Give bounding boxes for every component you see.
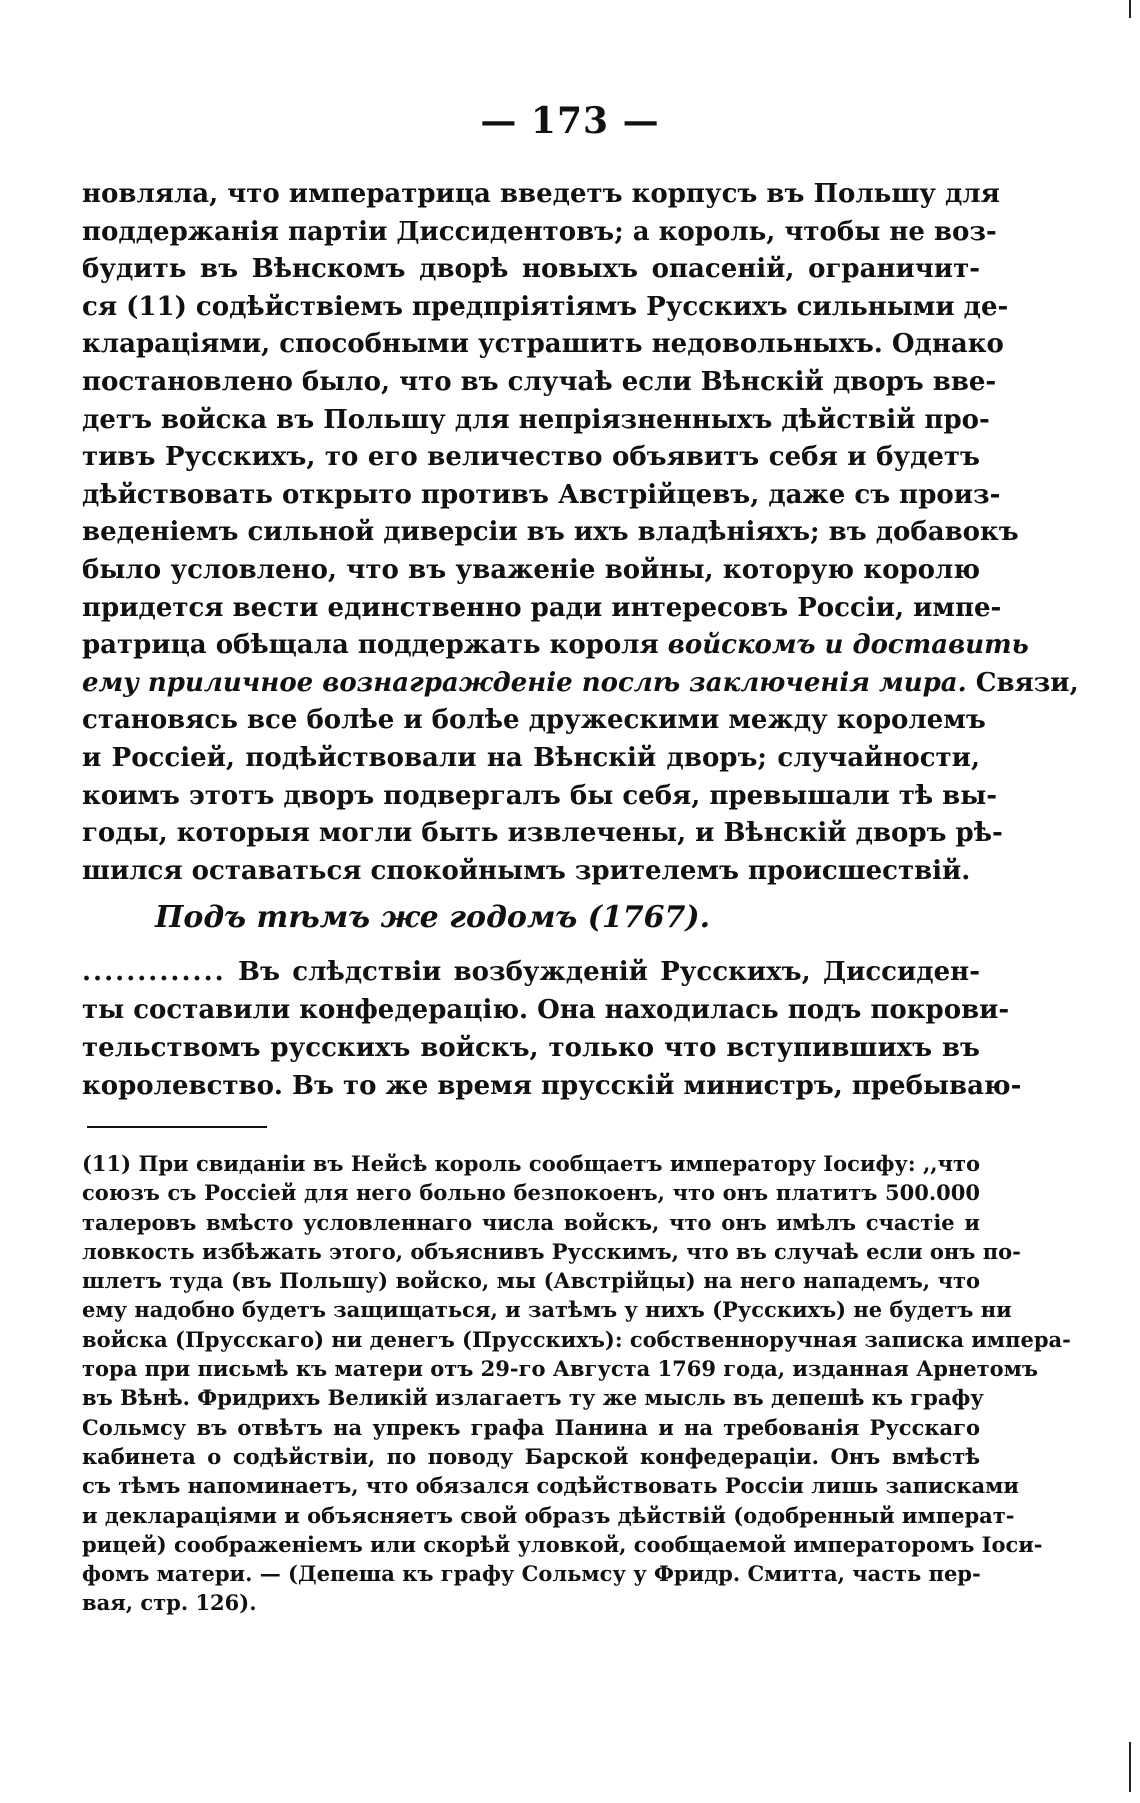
text-line: было условлено, что въ уваженіе войны, которую королю (82, 554, 980, 585)
footnote-line: и декларaціями и объясняетъ свой образъ дѣйствій (одобренный императ- (82, 1502, 1015, 1528)
text-line: ся (11) содѣйствіемъ предпріятіямъ Русскихъ сильными де- (82, 291, 1009, 322)
text-line: королевство. Въ то же время прусскій министръ, пребываю- (82, 1071, 1022, 1101)
page-edge-mark (1129, 0, 1131, 18)
text-line: ты составили конфедерацію. Она находилась подъ покрови- (82, 995, 1010, 1025)
footnote-line: фомъ матери. — (Депеша къ графу Сольмсу у Фридр. Смитта, часть пер- (82, 1561, 981, 1587)
footnote-mark: (11) (82, 1151, 132, 1176)
text-line: поддержанія партіи Диссидентовъ; а король, чтобы не воз- (82, 216, 997, 247)
text-line: будить въ Вѣнскомъ дворѣ новыхъ опасеній, ограничит- (82, 254, 980, 285)
text-segment: Связи, (975, 667, 1079, 698)
footnote-line: войска (Прусскаго) ни денегъ (Прусскихъ): собственноручная записка импера- (82, 1326, 1071, 1352)
text-line: постановлено было, что въ случаѣ если Вѣнскій дворъ вве- (82, 366, 997, 397)
footnote-line: въ Вѣнѣ. Фридрихъ Великій излагаетъ ту же мысль въ депешѣ къ графу (82, 1385, 984, 1411)
footnote-line-first (82, 1149, 980, 1178)
footnote-line: ловкость избѣжать этого, объяснивъ Русскимъ, что въ случаѣ если онъ по- (82, 1238, 1021, 1264)
italic-segment: ему приличное вознагражденіе послѣ заключенія мира. (82, 667, 967, 698)
footnote-line: тора при письмѣ къ матери отъ 29-го Августа 1769 года, изданная Арнетомъ (82, 1356, 1039, 1382)
second-paragraph (82, 953, 1022, 1105)
text-line: тивъ Русскихъ, то его величество объявитъ себя и будетъ (82, 442, 980, 473)
text-line: становясь все болѣе и болѣе дружескими между королемъ (82, 705, 986, 736)
text-segment: Въ слѣдствіи возбужденій Русскихъ, Диссиден- (238, 957, 980, 987)
text-line: дѣйствовать открыто противъ Австрійцевъ, даже съ произ- (82, 479, 1001, 510)
text-line: тельствомъ русскихъ войскъ, только что вступившихъ въ (82, 1033, 980, 1063)
text-line: шился оставаться спокойнымъ зрителемъ происшествій. (82, 855, 971, 886)
text-line: и Россіей, подѣйствовали на Вѣнскій дворъ; случайности, (82, 742, 980, 773)
text-line: коимъ этотъ дворъ подвергалъ бы себя, превышали тѣ вы- (82, 780, 998, 811)
footnote-line: талеровъ вмѣсто условленнаго числа войскъ, что онъ имѣлъ счастіе и (82, 1209, 980, 1235)
page-edge-mark-bottom (1129, 1742, 1131, 1792)
text-line: новляла, что императрица введетъ корпусъ въ Польшу для (82, 179, 1000, 209)
text-segment: ратрица обѣщала поддержать короля (82, 630, 659, 661)
page-number: — 173 — (480, 100, 660, 142)
footnote-line: ему надобно будетъ защищаться, и затѣмъ у нихъ (Русскихъ) не будетъ ни (82, 1297, 1012, 1323)
footnote-line: шлетъ туда (въ Польшу) войско, мы (Австрійцы) на него нападемъ, что (82, 1268, 980, 1294)
ellipsis-dots: ............. (82, 957, 226, 987)
text-line: придется вести единственно ради интересовъ Россіи, импе- (82, 592, 1002, 623)
footnote-line: вая, стр. 126). (82, 1590, 257, 1616)
text-line: годы, которыя могли быть извлечены, и Вѣнскій дворъ рѣ- (82, 818, 1003, 849)
main-paragraph (82, 176, 1079, 890)
footnote-divider (87, 1126, 267, 1128)
footnote-line: съ тѣмъ напоминаетъ, что обязался содѣйствовать Россіи лишь записками (82, 1473, 1019, 1499)
section-heading: Подъ тѣмъ же годомъ (1767). (155, 900, 711, 935)
text-line: веденіемъ сильной диверсіи въ ихъ владѣніяхъ; въ добавокъ (82, 517, 1019, 548)
text-line: детъ войска въ Польшу для непріязненныхъ дѣйствій про- (82, 404, 990, 435)
italic-segment: войскомъ и доставить (667, 630, 1029, 661)
text-line-mixed (82, 953, 980, 991)
footnote-line: кабинета о содѣйствіи, по поводу Барской конфедераціи. Онъ вмѣстѣ (82, 1443, 980, 1469)
footnote (82, 1149, 1071, 1618)
footnote-line: рицей) соображеніемъ или скорѣй уловкой, сообщаемой императоромъ Іоси- (82, 1531, 1043, 1557)
text-segment: При свиданіи въ Нейсѣ король сообщаетъ императору Іосифу: ,,что (138, 1151, 980, 1176)
footnote-line: союзъ съ Россіей для него больно безпокоенъ, что онъ платитъ 500.000 (82, 1180, 980, 1206)
text-line: клараціями, способными устрашить недовольныхъ. Однако (82, 329, 1004, 360)
footnote-line: Сольмсу въ отвѣтъ на упрекъ графа Панина и на требованія Русскаго (82, 1414, 980, 1440)
text-line-mixed (82, 665, 1079, 703)
text-line-mixed (82, 627, 1029, 665)
